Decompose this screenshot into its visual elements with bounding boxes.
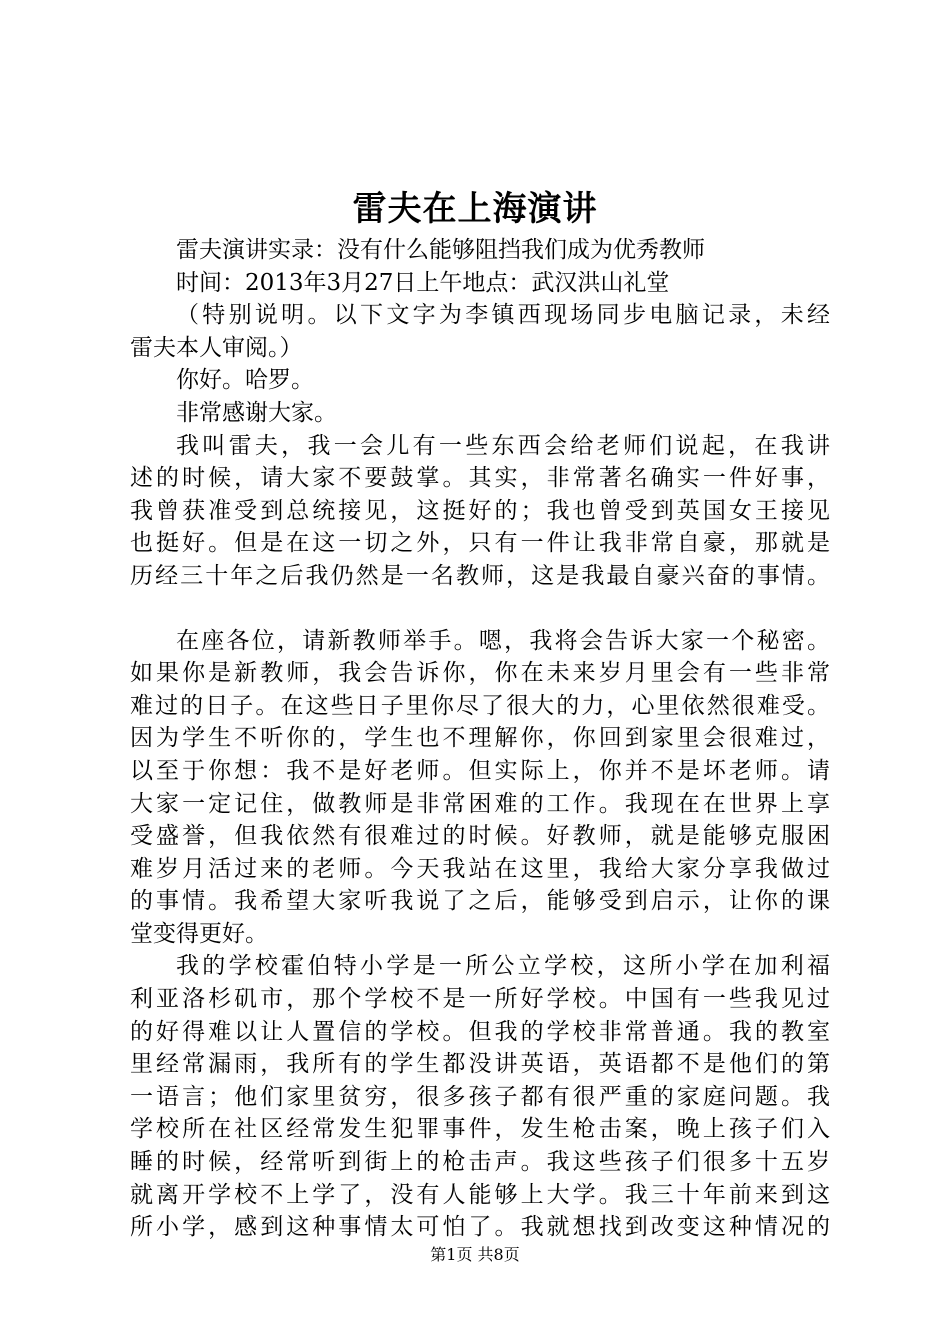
text-line: 难岁月活过来的老师。今天我站在这里，我给大家分享我做过 [130, 855, 830, 882]
text-line: 里经常漏雨，我所有的学生都没讲英语，英语都不是他们的第 [130, 1051, 830, 1078]
text-line: 我曾获准受到总统接见，这挺好的；我也曾受到英国女王接见 [130, 497, 830, 524]
document-title: 雷夫在上海演讲 [352, 189, 598, 229]
text-line: 如果你是新教师，我会告诉你，你在未来岁月里会有一些非常 [130, 660, 830, 687]
text-line: 也挺好。但是在这一切之外，只有一件让我非常自豪，那就是 [130, 530, 830, 557]
text-line: 以至于你想：我不是好老师。但实际上，你并不是坏老师。请 [130, 757, 830, 784]
text-line: 的好得难以让人置信的学校。但我的学校非常普通。我的教室 [130, 1018, 830, 1045]
text-line: 学校所在社区经常发生犯罪事件，发生枪击案，晚上孩子们入 [130, 1116, 830, 1143]
text-line: 受盛誉，但我依然有很难过的时候。好教师，就是能够克服困 [130, 823, 830, 850]
text-line: 我的学校霍伯特小学是一所公立学校，这所小学在加利福 [176, 953, 830, 980]
text-line: 历经三十年之后我仍然是一名教师，这是我最自豪兴奋的事情。 [130, 562, 830, 589]
text-line: 堂变得更好。 [130, 920, 268, 947]
text-line: 雷夫本人审阅。） [130, 334, 303, 361]
text-line: 雷夫演讲实录：没有什么能够阻挡我们成为优秀教师 [176, 237, 705, 263]
text-line: 在座各位，请新教师举手。嗯，我将会告诉大家一个秘密。 [176, 627, 830, 654]
text-line: 大家一定记住，做教师是非常困难的工作。我现在在世界上享 [130, 790, 830, 817]
text-line: 时间：2013年3月27日上午地点：武汉洪山礼堂 [176, 269, 670, 296]
text-line: 因为学生不听你的，学生也不理解你，你回到家里会很难过， [130, 725, 830, 752]
document-body [130, 234, 830, 1244]
page-footer: 第1页 共8页 [430, 1245, 520, 1264]
text-line: 睡的时候，经常听到街上的枪击声。我这些孩子们很多十五岁 [130, 1149, 830, 1176]
text-line: 的事情。我希望大家听我说了之后，能够受到启示，让你的课 [130, 888, 830, 915]
text-line: 我叫雷夫，我一会儿有一些东西会给老师们说起，在我讲 [176, 432, 830, 459]
text-line: 利亚洛杉矶市，那个学校不是一所好学校。中国有一些我见过 [130, 986, 830, 1013]
text-line: 非常感谢大家。 [176, 399, 337, 426]
paragraph-gap [130, 593, 830, 625]
text-line: 你好。哈罗。 [176, 367, 314, 394]
text-line: 就离开学校不上学了，没有人能够上大学。我三十年前来到这 [130, 1181, 830, 1208]
text-line: 述的时候，请大家不要鼓掌。其实，非常著名确实一件好事， [130, 465, 830, 492]
text-line: 一语言；他们家里贫穷，很多孩子都有很严重的家庭问题。我 [130, 1083, 830, 1110]
text-line: （特别说明。以下文字为李镇西现场同步电脑记录，未经 [176, 302, 830, 329]
text-line: 所小学，感到这种事情太可怕了。我就想找到改变这种情况的 [130, 1214, 830, 1241]
text-line: 难过的日子。在这些日子里你尽了很大的力，心里依然很难受。 [130, 692, 830, 719]
